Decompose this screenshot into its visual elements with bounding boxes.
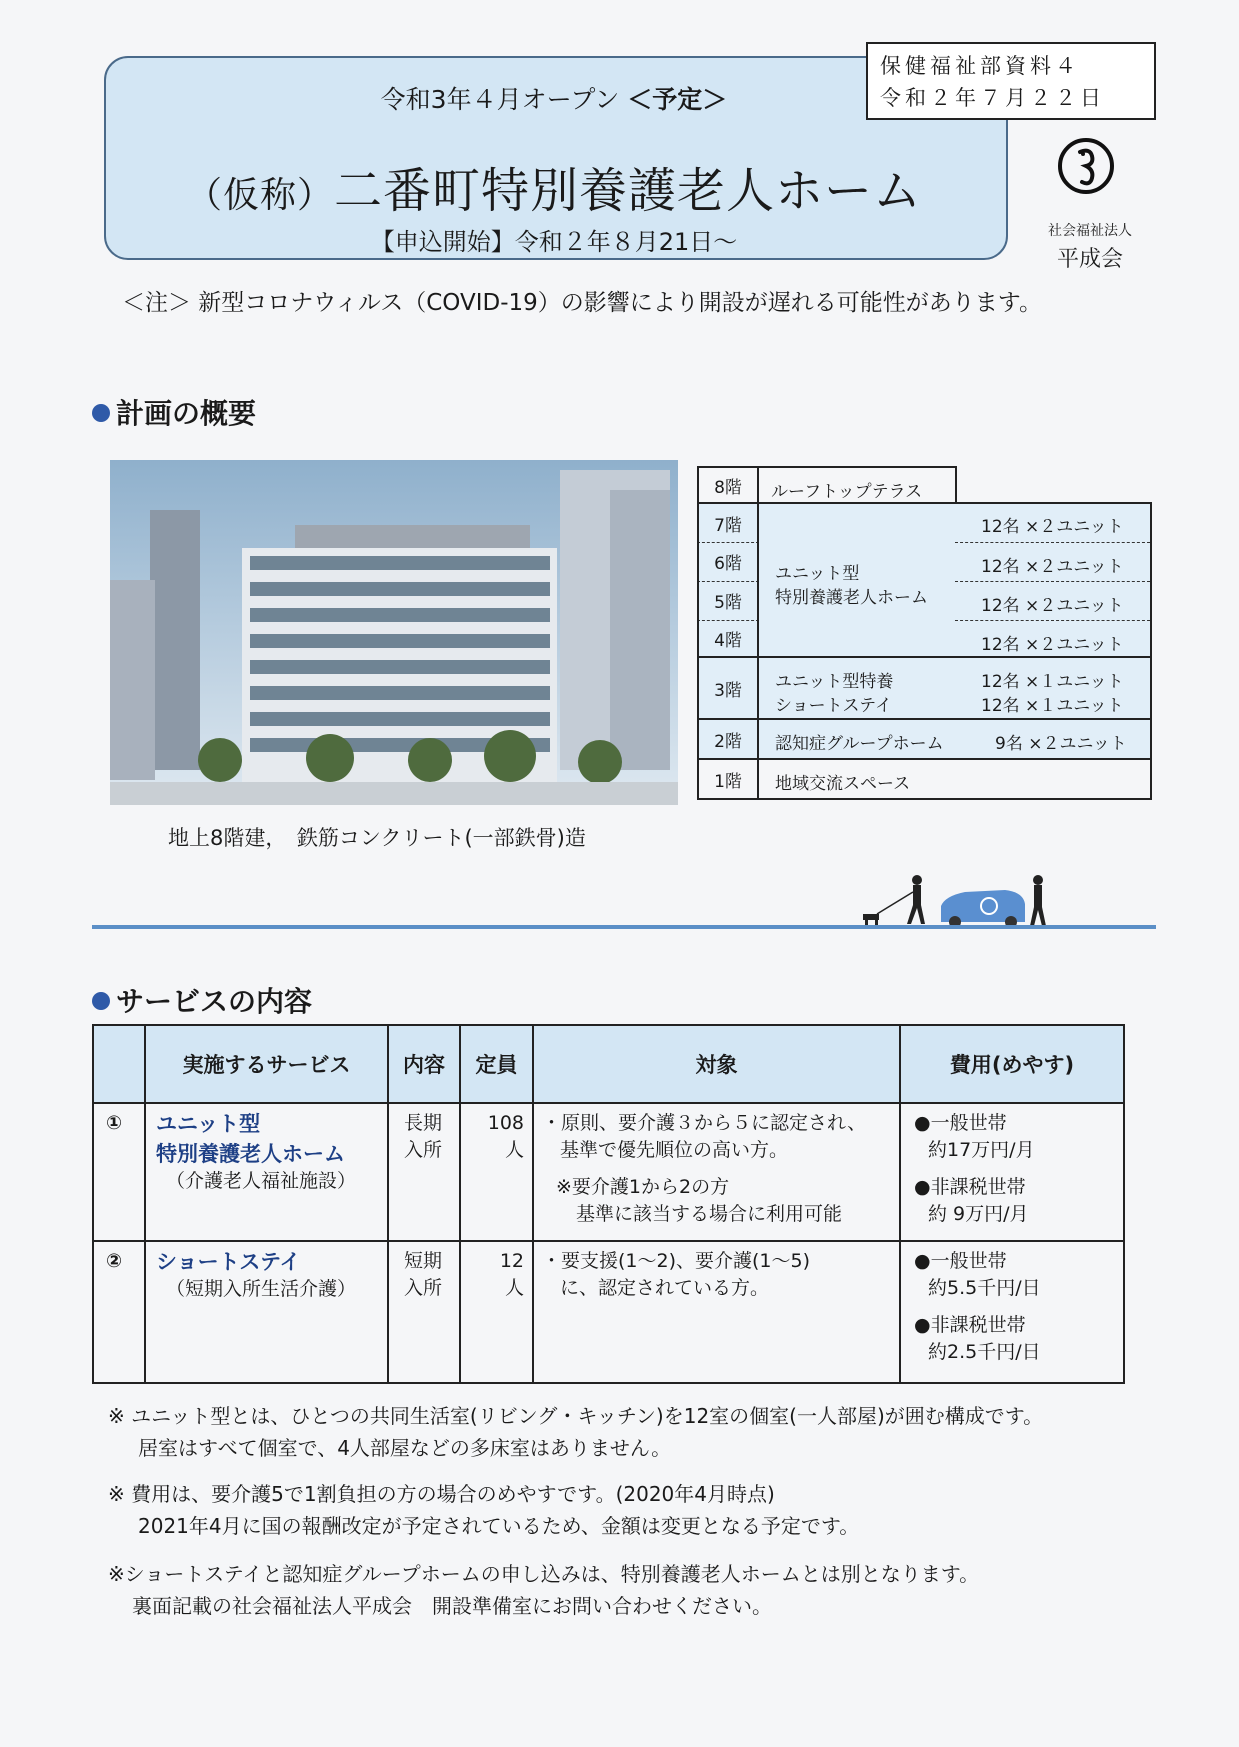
service-name [156, 1246, 356, 1303]
service-name-line1: ユニット型 [156, 1112, 261, 1136]
service-name-line2: 特別養護老人ホーム [156, 1142, 345, 1166]
column-header: 内容 [387, 1024, 461, 1104]
footnote-cost [108, 1478, 859, 1542]
floor1-use: 地域交流スペース [775, 774, 911, 794]
title-prefix: （仮称） [185, 175, 334, 216]
floor-label: 1階 [697, 758, 759, 800]
footnote-1-line1: ※ ユニット型とは、ひとつの共同生活室(リビング・キッチン)を12室の個室(一人部屋)が囲む構成です。 [108, 1404, 1044, 1428]
divider [955, 542, 1150, 543]
floor-plan-table [697, 466, 1152, 810]
floor3-cap-2: 12名 ×１ユニット [981, 696, 1124, 716]
divider [532, 1102, 534, 1384]
cost-a-label: ●一般世帯 [914, 1112, 1007, 1134]
service-target-4: 基準に該当する場合に利用可能 [576, 1203, 843, 1225]
service-type-2: 入所 [404, 1277, 443, 1299]
service-section-heading [92, 980, 312, 1020]
seahorse-logo-icon [1056, 136, 1116, 196]
service-subname: （介護老人福祉施設） [166, 1170, 357, 1192]
unit-home-label [775, 562, 928, 610]
floor-label: 8階 [697, 466, 759, 504]
floor-label: 3階 [697, 656, 759, 720]
capacity-5f: 12名 ×２ユニット [981, 596, 1124, 616]
cost-b-value: 約2.5千円/日 [928, 1341, 1041, 1363]
org-type: 社会福祉法人 [1048, 223, 1132, 239]
bullet-dot-icon [92, 404, 110, 422]
divider [955, 620, 1150, 621]
service-subname: （短期入所生活介護） [166, 1278, 357, 1300]
service-target-2: に、認定されている方。 [560, 1277, 770, 1299]
service-name-line1: ショートステイ [156, 1250, 301, 1274]
footnote-2-line1: ※ 費用は、要介護5で1割負担の方の場合のめやすです。(2020年4月時点) [108, 1482, 775, 1506]
opening-line: 令和3年４月オープン [380, 85, 620, 114]
service-capacity [464, 1248, 524, 1302]
org-name: 平成会 [1056, 247, 1123, 272]
floor-label: 7階 [697, 502, 759, 543]
service-capacity [464, 1110, 524, 1164]
service-capacity-2: 人 [504, 1139, 524, 1161]
footnote-application [108, 1558, 979, 1622]
floor3-capacity [981, 670, 1124, 718]
divider [144, 1102, 146, 1384]
cost-b-label: ●非課税世帯 [914, 1314, 1026, 1336]
service-target [542, 1248, 810, 1302]
floor3-use-1: ユニット型特養 [775, 672, 894, 692]
service-type [404, 1248, 442, 1302]
title-main: 二番町特別養護老人ホーム [334, 163, 923, 219]
service-target-1: ・要支援(1～2)、要介護(1～5) [542, 1250, 811, 1272]
column-header: 対象 [532, 1024, 901, 1104]
column-header: 費用(めやす) [899, 1024, 1125, 1104]
doc-ref-line2: 令和２年７月２２日 [880, 86, 1105, 110]
covid-notice: ＜注＞ 新型コロナウィルス（COVID-19）の影響により開設が遅れる可能性があります。 [122, 290, 1042, 316]
column-header: 実施するサービス [144, 1024, 389, 1104]
plan-heading-text: 計画の概要 [116, 397, 257, 430]
service-target-3: ※要介護1から2の方 [556, 1176, 730, 1198]
floor-use: ルーフトップテラス [757, 466, 957, 504]
cost-a-value: 約17万円/月 [928, 1139, 1035, 1161]
service-target-2: 基準で優先順位の高い方。 [560, 1139, 789, 1161]
divider [955, 581, 1150, 582]
floor2-use: 認知症グループホーム [775, 734, 944, 754]
service-heading-text: サービスの内容 [116, 985, 313, 1018]
service-table [92, 1024, 1125, 1384]
walker-car-illustration [855, 870, 1055, 930]
floor3-use [775, 670, 893, 718]
service-type-1: 長期 [404, 1112, 443, 1134]
service-cost [914, 1248, 1041, 1366]
footnote-unit-type [108, 1400, 1043, 1464]
floor-label: 2階 [697, 718, 759, 760]
row-number: ① [106, 1112, 123, 1134]
footnote-3-line1: ※ショートステイと認知症グループホームの申し込みは、特別養護老人ホームとは別となります。 [108, 1562, 980, 1586]
floor-label: 6階 [697, 542, 759, 582]
floor3-cap-1: 12名 ×１ユニット [981, 672, 1124, 692]
service-name [156, 1108, 356, 1195]
row-number: ② [106, 1250, 123, 1272]
column-header: 定員 [459, 1024, 534, 1104]
floor-label: 4階 [697, 620, 759, 658]
capacity-4f: 12名 ×２ユニット [981, 635, 1124, 655]
service-capacity-1: 108 [487, 1112, 524, 1134]
unit-home-label-1: ユニット型 [775, 564, 860, 584]
page-title [104, 152, 1004, 221]
service-target [542, 1110, 866, 1228]
divider [387, 1102, 389, 1384]
capacity-6f: 12名 ×２ユニット [981, 557, 1124, 577]
divider [757, 502, 759, 800]
footnote-2-line2: 2021年4月に国の報酬改定が予定されているため、金額は変更となる予定です。 [138, 1514, 860, 1538]
service-cost [914, 1110, 1035, 1228]
floor2-capacity: 9名 ×２ユニット [995, 734, 1127, 754]
service-target-1: ・原則、要介護３から５に認定され、 [542, 1112, 867, 1134]
capacity-7f: 12名 ×２ユニット [981, 517, 1124, 537]
service-type-1: 短期 [404, 1250, 443, 1272]
doc-ref-line1: 保健福祉部資料４ [880, 54, 1080, 78]
building-caption: 地上8階建， 鉄筋コンクリート(一部鉄骨)造 [168, 826, 586, 850]
service-type [404, 1110, 442, 1164]
service-type-2: 入所 [404, 1139, 443, 1161]
floor-block-1 [697, 758, 1152, 800]
plan-section-heading [92, 392, 256, 432]
service-capacity-2: 人 [504, 1277, 524, 1299]
unit-home-label-2: 特別養護老人ホーム [775, 588, 928, 608]
floor-label: 5階 [697, 581, 759, 621]
building-rendering [110, 460, 678, 805]
opening-tag: ＜予定＞ [627, 85, 728, 114]
cost-a-label: ●一般世帯 [914, 1250, 1007, 1272]
document-reference [866, 42, 1156, 120]
footnote-1-line2: 居室はすべて個室で、4人部屋などの多床室はありません。 [138, 1436, 672, 1460]
application-start: 【申込開始】令和２年８月21日～ [370, 228, 738, 256]
divider [459, 1102, 461, 1384]
divider [899, 1102, 901, 1384]
section-divider [92, 925, 1156, 929]
cost-a-value: 約5.5千円/日 [928, 1277, 1041, 1299]
cost-b-label: ●非課税世帯 [914, 1176, 1026, 1198]
footnote-3-line2: 裏面記載の社会福祉法人平成会 開設準備室にお問い合わせください。 [132, 1594, 772, 1618]
column-header [92, 1024, 146, 1104]
bullet-dot-icon [92, 992, 110, 1010]
floor3-use-2: ショートステイ [775, 696, 892, 716]
service-capacity-1: 12 [499, 1250, 524, 1272]
cost-b-value: 約 9万円/月 [928, 1203, 1029, 1225]
